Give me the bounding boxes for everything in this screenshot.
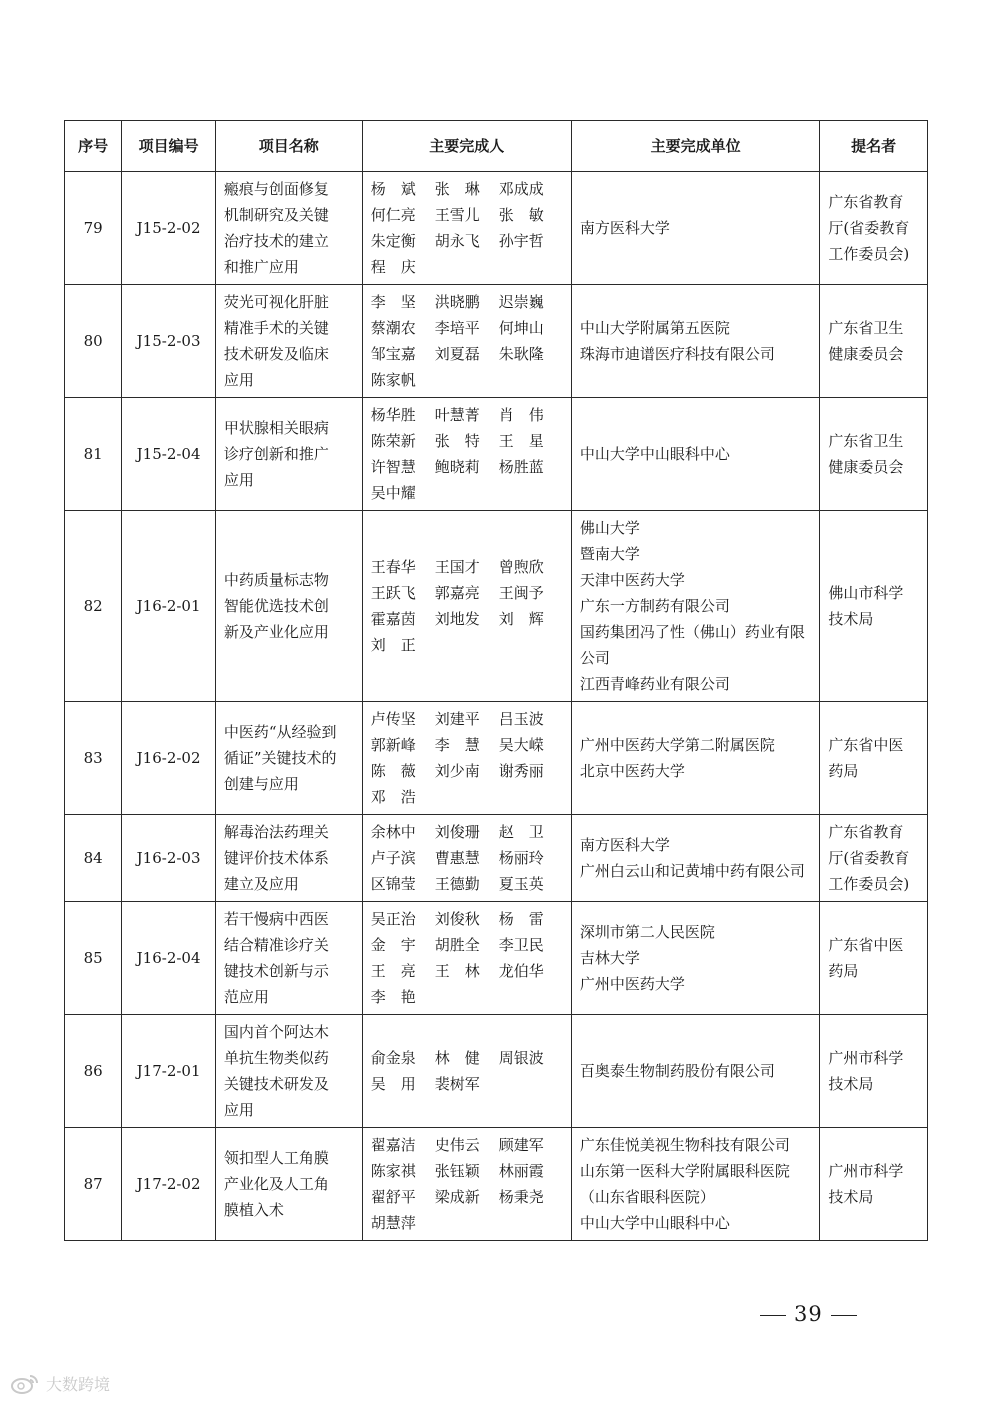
project-name-line: 荧光可视化肝脏 (223, 293, 329, 311)
contributor-name: 邓 浩 (370, 788, 416, 806)
project-name-line: 和推广应用 (223, 258, 299, 276)
contributor-name: 李 慧 (434, 736, 480, 754)
contributor-name: 胡胜全 (434, 936, 480, 954)
cell-main-contributors (362, 902, 571, 1015)
cell-seq: 81 (65, 398, 122, 511)
cell-project-name (215, 815, 362, 902)
nominator-line: 广东省卫生 (828, 319, 904, 337)
contributor-name: 吴中耀 (370, 484, 416, 502)
contributor-name: 胡慧萍 (370, 1214, 416, 1232)
contributor-name: 区锦莹 (370, 875, 416, 893)
unit-name: 珠海市迪谱医疗科技有限公司 (579, 345, 775, 363)
contributor-name: 霍嘉茵 (370, 610, 416, 628)
unit-name: 深圳市第二人民医院 (579, 923, 715, 941)
unit-name: 吉林大学 (579, 949, 640, 967)
contributor-name: 邹宝嘉 (370, 345, 416, 363)
cell-project-code: J16-2-01 (122, 511, 216, 702)
contributor-name: 张 特 (434, 432, 480, 450)
project-name-line: 新及产业化应用 (223, 623, 329, 641)
contributor-name: 郭嘉亮 (434, 584, 480, 602)
contributor-name: 吴正治 (370, 910, 416, 928)
header-people: 主要完成人 (362, 121, 571, 172)
contributor-name: 翟舒平 (370, 1188, 416, 1206)
contributor-name: 金 宇 (370, 936, 416, 954)
cell-nominator (820, 511, 928, 702)
contributor-name: 何坤山 (498, 319, 544, 337)
contributor-name: 陈荣新 (370, 432, 416, 450)
nominator-line: 厅(省委教育 (828, 219, 910, 237)
contributor-name: 李 艳 (370, 988, 416, 1006)
cell-main-units (571, 172, 819, 285)
project-name-line: 范应用 (223, 988, 269, 1006)
project-name-line: 领扣型人工角膜 (223, 1149, 329, 1167)
unit-name: 暨南大学 (579, 545, 640, 563)
cell-seq: 80 (65, 285, 122, 398)
unit-name: 广州中医药大学第二附属医院 (579, 736, 775, 754)
cell-project-name (215, 1015, 362, 1128)
contributor-name: 陈 薇 (370, 762, 416, 780)
table-row (65, 511, 928, 702)
contributor-name: 刘少南 (434, 762, 480, 780)
project-name-line: 国内首个阿达木 (223, 1023, 329, 1041)
contributor-name: 王跃飞 (370, 584, 416, 602)
contributor-name: 王国才 (434, 558, 480, 576)
nominator-line: 技术局 (828, 610, 874, 628)
contributor-name: 张钰颖 (434, 1162, 480, 1180)
unit-name: 山东第一医科大学附属眼科医院（山东省眼科医院） (579, 1162, 790, 1206)
project-name-line: 结合精准诊疗关 (223, 936, 329, 954)
unit-name: 江西青峰药业有限公司 (579, 675, 730, 693)
cell-seq: 82 (65, 511, 122, 702)
cell-main-contributors (362, 815, 571, 902)
watermark-text: 大数跨境 (46, 1375, 111, 1394)
contributor-name: 朱定衡 (370, 232, 416, 250)
project-name-line: 应用 (223, 371, 254, 389)
cell-main-contributors (362, 1128, 571, 1241)
unit-name: 中山大学中山眼科中心 (579, 1214, 730, 1232)
contributor-name: 曹惠慧 (434, 849, 480, 867)
contributor-name: 余林中 (370, 823, 416, 841)
watermark (10, 1372, 110, 1395)
contributor-name: 王春华 (370, 558, 416, 576)
contributor-name: 夏玉英 (498, 875, 544, 893)
nominator-line: 健康委员会 (828, 345, 904, 363)
contributor-name: 陈家帆 (370, 371, 416, 389)
contributor-name: 王 亮 (370, 962, 416, 980)
nominator-line: 广州市科学 (828, 1049, 904, 1067)
cell-main-contributors (362, 511, 571, 702)
nominator-line: 厅(省委教育 (828, 849, 910, 867)
nominator-line: 技术局 (828, 1188, 874, 1206)
project-name-line: 膜植入术 (223, 1201, 284, 1219)
contributor-name: 邓成成 (498, 180, 544, 198)
cell-seq: 85 (65, 902, 122, 1015)
cell-seq: 84 (65, 815, 122, 902)
cell-project-name (215, 902, 362, 1015)
weibo-logo-icon (10, 1373, 40, 1395)
contributor-name: 孙宇哲 (498, 232, 544, 250)
cell-project-code: J16-2-03 (122, 815, 216, 902)
nominator-line: 技术局 (828, 1075, 874, 1093)
project-name-line: 循证”关键技术的 (223, 749, 337, 767)
contributor-name: 王 星 (498, 432, 544, 450)
cell-nominator (820, 1015, 928, 1128)
cell-project-code: J17-2-02 (122, 1128, 216, 1241)
contributor-name: 刘 辉 (498, 610, 544, 628)
unit-name: 百奥泰生物制药股份有限公司 (579, 1062, 775, 1080)
unit-name: 广州中医药大学 (579, 975, 685, 993)
cell-nominator (820, 902, 928, 1015)
nominator-line: 药局 (828, 762, 859, 780)
page-dash-left (760, 1315, 786, 1316)
nominator-line: 广东省中医 (828, 736, 904, 754)
table-row (65, 172, 928, 285)
cell-project-name (215, 285, 362, 398)
contributor-name: 洪晓鹏 (434, 293, 480, 311)
contributor-name: 龙伯华 (498, 962, 544, 980)
project-name-line: 中医药“从经验到 (223, 723, 337, 741)
cell-main-units (571, 511, 819, 702)
contributor-name: 林丽霞 (498, 1162, 544, 1180)
cell-main-units (571, 815, 819, 902)
project-name-line: 应用 (223, 1101, 254, 1119)
contributor-name: 刘俊秋 (434, 910, 480, 928)
project-name-line: 若干慢病中西医 (223, 910, 329, 928)
contributor-name: 刘 正 (370, 636, 416, 654)
contributor-name: 吕玉波 (498, 710, 544, 728)
table-row (65, 398, 928, 511)
unit-name: 北京中医药大学 (579, 762, 685, 780)
contributor-name: 李卫民 (498, 936, 544, 954)
page-number-value: 39 (794, 1302, 823, 1326)
cell-seq: 86 (65, 1015, 122, 1128)
contributor-name: 李培平 (434, 319, 480, 337)
contributor-name: 周银波 (498, 1049, 544, 1067)
nominator-line: 广东省教育 (828, 193, 904, 211)
contributor-name: 胡永飞 (434, 232, 480, 250)
unit-name: 天津中医药大学 (579, 571, 685, 589)
unit-name: 佛山大学 (579, 519, 640, 537)
contributor-name: 梁成新 (434, 1188, 480, 1206)
unit-name: 中山大学中山眼科中心 (579, 445, 730, 463)
contributor-name: 叶慧菁 (434, 406, 480, 424)
cell-project-code: J16-2-04 (122, 902, 216, 1015)
cell-main-contributors (362, 702, 571, 815)
nominator-line: 广东省中医 (828, 936, 904, 954)
page-number (752, 1302, 865, 1326)
contributor-name: 曾煦欣 (498, 558, 544, 576)
project-name-line: 中药质量标志物 (223, 571, 329, 589)
unit-name: 广州白云山和记黄埔中药有限公司 (579, 862, 805, 880)
contributor-name: 吴大嵘 (498, 736, 544, 754)
contributor-name: 何仁亮 (370, 206, 416, 224)
contributor-name: 刘地发 (434, 610, 480, 628)
header-name: 项目名称 (215, 121, 362, 172)
cell-main-contributors (362, 398, 571, 511)
contributor-name: 蔡潮农 (370, 319, 416, 337)
contributor-name: 李 坚 (370, 293, 416, 311)
contributor-name: 杨胜蓝 (498, 458, 544, 476)
contributor-name: 史伟云 (434, 1136, 480, 1154)
contributor-name: 王德勤 (434, 875, 480, 893)
nominator-line: 广州市科学 (828, 1162, 904, 1180)
project-name-line: 治疗技术的建立 (223, 232, 329, 250)
contributor-name: 刘俊珊 (434, 823, 480, 841)
contributor-name: 卢子滨 (370, 849, 416, 867)
contributor-name: 王 林 (434, 962, 480, 980)
cell-nominator (820, 815, 928, 902)
cell-seq: 79 (65, 172, 122, 285)
project-name-line: 创建与应用 (223, 775, 299, 793)
table-row (65, 1015, 928, 1128)
cell-project-code: J16-2-02 (122, 702, 216, 815)
contributor-name: 张 敏 (498, 206, 544, 224)
project-name-line: 精准手术的关键 (223, 319, 329, 337)
cell-nominator (820, 702, 928, 815)
project-name-line: 产业化及人工角 (223, 1175, 329, 1193)
contributor-name: 杨华胜 (370, 406, 416, 424)
project-name-line: 键评价技术体系 (223, 849, 329, 867)
cell-nominator (820, 398, 928, 511)
table-body (65, 172, 928, 1241)
unit-name: 南方医科大学 (579, 219, 670, 237)
contributor-name: 刘夏磊 (434, 345, 480, 363)
cell-seq: 83 (65, 702, 122, 815)
cell-project-name (215, 511, 362, 702)
contributor-name: 王雪儿 (434, 206, 480, 224)
contributor-name: 朱耿隆 (498, 345, 544, 363)
unit-name: 国药集团冯了性（佛山）药业有限公司 (579, 623, 805, 667)
cell-main-units (571, 1015, 819, 1128)
contributor-name: 吴 用 (370, 1075, 416, 1093)
contributor-name: 程 庆 (370, 258, 416, 276)
cell-project-code: J17-2-01 (122, 1015, 216, 1128)
cell-project-code: J15-2-03 (122, 285, 216, 398)
nominator-line: 广东省卫生 (828, 432, 904, 450)
contributor-name: 鲍晓莉 (434, 458, 480, 476)
cell-main-units (571, 398, 819, 511)
table-row (65, 902, 928, 1015)
contributor-name: 顾建军 (498, 1136, 544, 1154)
contributor-name: 杨丽玲 (498, 849, 544, 867)
table-row (65, 815, 928, 902)
cell-nominator (820, 1128, 928, 1241)
cell-main-contributors (362, 172, 571, 285)
project-name-line: 技术研发及临床 (223, 345, 329, 363)
cell-project-code: J15-2-04 (122, 398, 216, 511)
cell-project-code: J15-2-02 (122, 172, 216, 285)
page-dash-right (831, 1315, 857, 1316)
header-units: 主要完成单位 (571, 121, 819, 172)
contributor-name: 赵 卫 (498, 823, 544, 841)
contributor-name: 林 健 (434, 1049, 480, 1067)
project-name-line: 甲状腺相关眼病 (223, 419, 329, 437)
nominator-line: 工作委员会) (828, 875, 910, 893)
contributor-name: 迟崇巍 (498, 293, 544, 311)
cell-main-units (571, 902, 819, 1015)
unit-name: 中山大学附属第五医院 (579, 319, 730, 337)
contributor-name: 谢秀丽 (498, 762, 544, 780)
project-name-line: 单抗生物类似药 (223, 1049, 329, 1067)
header-nominator: 提名者 (820, 121, 928, 172)
project-name-line: 机制研究及关键 (223, 206, 329, 224)
unit-name: 南方医科大学 (579, 836, 670, 854)
cell-main-units (571, 702, 819, 815)
contributor-name: 张 琳 (434, 180, 480, 198)
contributor-name: 许智慧 (370, 458, 416, 476)
cell-nominator (820, 172, 928, 285)
cell-main-units (571, 1128, 819, 1241)
cell-project-name (215, 398, 362, 511)
contributor-name: 王闽予 (498, 584, 544, 602)
project-name-line: 关键技术研发及 (223, 1075, 329, 1093)
header-code: 项目编号 (122, 121, 216, 172)
table-row (65, 1128, 928, 1241)
cell-main-contributors (362, 285, 571, 398)
cell-project-name (215, 172, 362, 285)
cell-main-units (571, 285, 819, 398)
table-row (65, 285, 928, 398)
contributor-name: 杨 雷 (498, 910, 544, 928)
cell-project-name (215, 702, 362, 815)
unit-name: 广东一方制药有限公司 (579, 597, 730, 615)
header-row (65, 121, 928, 172)
contributor-name: 刘建平 (434, 710, 480, 728)
contributor-name: 杨秉尧 (498, 1188, 544, 1206)
project-name-line: 瘢痕与创面修复 (223, 180, 329, 198)
cell-project-name (215, 1128, 362, 1241)
contributor-name: 卢传坚 (370, 710, 416, 728)
cell-main-contributors (362, 1015, 571, 1128)
contributor-name: 肖 伟 (498, 406, 544, 424)
header-seq: 序号 (65, 121, 122, 172)
nominator-line: 健康委员会 (828, 458, 904, 476)
awards-table (64, 120, 928, 1241)
contributor-name: 陈家祺 (370, 1162, 416, 1180)
project-name-line: 诊疗创新和推广 (223, 445, 329, 463)
unit-name: 广东佳悦美视生物科技有限公司 (579, 1136, 790, 1154)
nominator-line: 佛山市科学 (828, 584, 904, 602)
nominator-line: 工作委员会) (828, 245, 910, 263)
cell-seq: 87 (65, 1128, 122, 1241)
contributor-name: 郭新峰 (370, 736, 416, 754)
project-name-line: 建立及应用 (223, 875, 299, 893)
project-name-line: 智能优选技术创 (223, 597, 329, 615)
project-name-line: 键技术创新与示 (223, 962, 329, 980)
contributor-name: 俞金泉 (370, 1049, 416, 1067)
project-name-line: 应用 (223, 471, 254, 489)
contributor-name: 裴树军 (434, 1075, 480, 1093)
cell-nominator (820, 285, 928, 398)
nominator-line: 广东省教育 (828, 823, 904, 841)
project-name-line: 解毒治法药理关 (223, 823, 329, 841)
contributor-name: 翟嘉洁 (370, 1136, 416, 1154)
nominator-line: 药局 (828, 962, 859, 980)
contributor-name: 杨 斌 (370, 180, 416, 198)
table-row (65, 702, 928, 815)
